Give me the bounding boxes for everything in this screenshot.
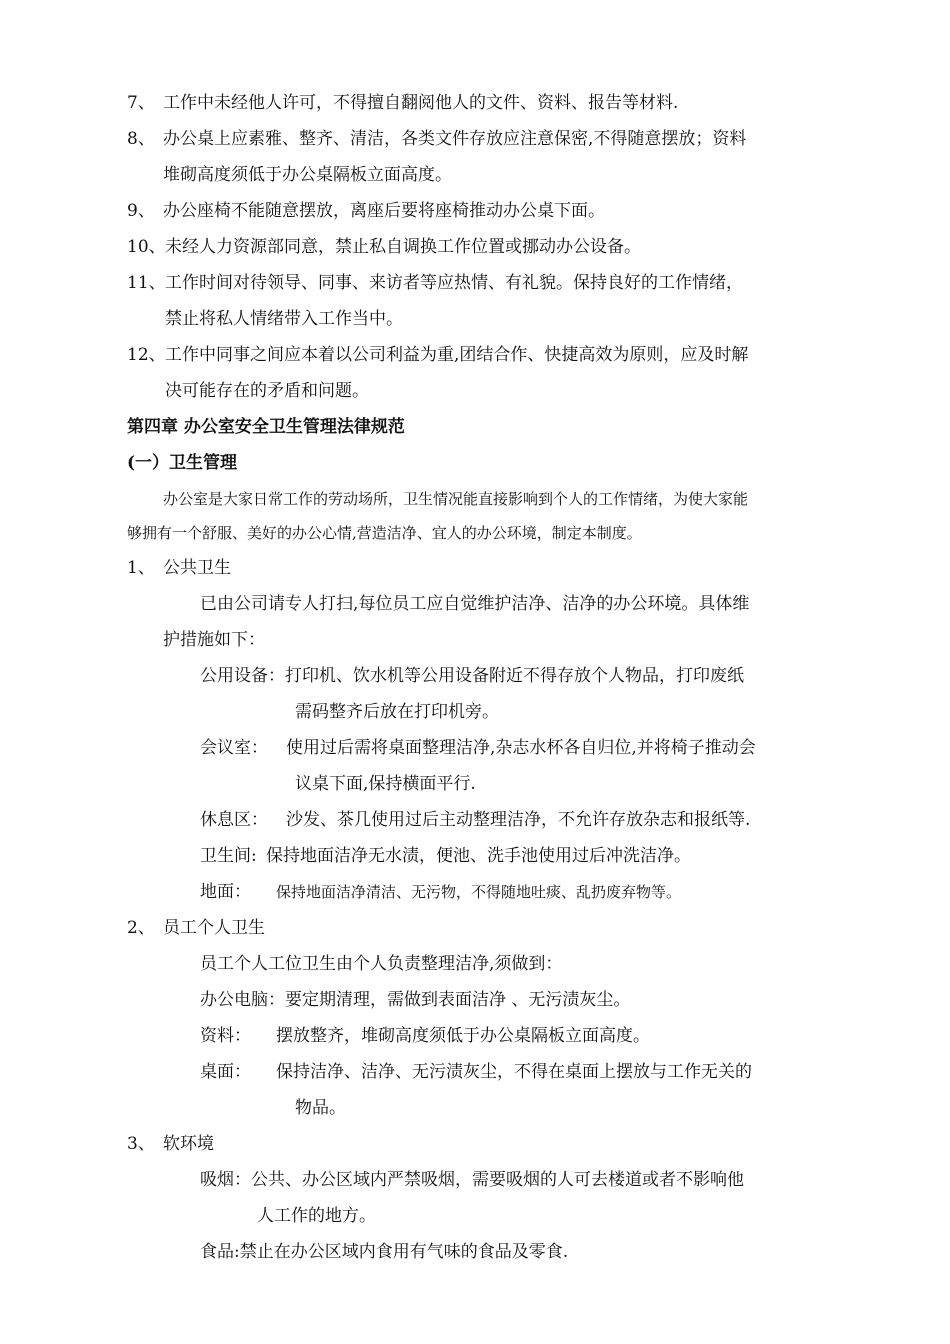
rule-9 [127,200,605,222]
item-text: 保持地面洁净无水渍，便池、洗手池使用过后冲洗洁净。 [266,846,691,866]
public-item-floor [200,881,681,903]
public-desc-1: 已由公司请专人打扫,每位员工应自觉维护洁净、洁净的办公环境。具体维 [200,594,750,614]
item-label: 资料： [200,1026,251,1046]
item-label: 会议室： [200,738,268,758]
public-number: 1、 [127,558,155,578]
item-text: 打印机、饮水机等公用设备附近不得存放个人物品，打印废纸 [285,666,744,686]
item-text: 沙发、茶几使用过后主动整理洁净，不允许存放杂志和报纸等. [286,810,751,830]
item-label: 卫生间: [200,846,257,866]
personal-title: 员工个人卫生 [163,918,265,938]
rule-10 [127,236,641,258]
public-item-restroom [200,845,691,867]
item-text: 公共、办公区域内严禁吸烟，需要吸烟的人可去楼道或者不影响他 [251,1170,744,1190]
public-item-equipment-continued: 需码整齐后放在打印机旁。 [295,702,499,722]
rule-8 [127,128,746,150]
personal-number: 2、 [127,918,155,938]
rule-8-continued: 堆砌高度须低于办公桌隔板立面高度。 [163,165,452,185]
rule-7 [127,92,678,114]
personal-item-computer [200,989,630,1011]
item-label: 办公电脑： [200,990,285,1010]
soft-number: 3、 [127,1134,155,1154]
soft-title: 软环境 [163,1134,214,1154]
rule-text: 工作中未经他人许可，不得擅自翻阅他人的文件、资料、报告等材料. [163,93,679,113]
rule-11 [127,272,743,294]
intro-line-2: 够拥有一个舒服、美好的办公心情,营造洁净、宜人的办公环境，制定本制度。 [127,524,642,542]
rule-text: 办公桌上应素雅、整齐、清洁，各类文件存放应注意保密,不得随意摆放；资料 [163,129,747,149]
rule-number: 12、 [127,345,166,365]
public-item-equipment [200,665,744,687]
rule-number: 10、 [127,237,166,257]
soft-item-food [200,1241,568,1263]
item-label: 食品: [200,1242,240,1262]
item-text: 保持地面洁净清洁、无污物，不得随地吐痰、乱扔废弃物等。 [276,883,682,901]
personal-item-desk-continued: 物品。 [295,1098,346,1118]
item-text: 要定期清理，需做到表面洁净 、无污渍灰尘。 [285,990,631,1010]
rule-11-continued: 禁止将私人情绪带入工作当中。 [165,309,403,329]
personal-item-desk [200,1061,752,1083]
section-title: (一）卫生管理 [127,453,238,473]
public-item-meeting-room [200,737,756,759]
item-text: 摆放整齐，堆砌高度须低于办公桌隔板立面高度。 [276,1026,650,1046]
public-title: 公共卫生 [163,558,231,578]
item-text: 保持洁净、洁净、无污渍灰尘，不得在桌面上摆放与工作无关的 [276,1062,752,1082]
rule-text: 工作中同事之间应本着以公司利益为重,团结合作、快捷高效为原则，应及时解 [165,345,749,365]
item-text: 禁止在办公区域内食用有气味的食品及零食. [239,1242,569,1262]
soft-item-smoking-continued: 人工作的地方。 [257,1206,376,1226]
personal-item-documents [200,1025,650,1047]
personal-heading [127,917,265,939]
soft-heading [127,1133,214,1155]
rule-number: 8、 [127,129,155,149]
rule-number: 9、 [127,201,155,221]
rule-number: 7、 [127,93,155,113]
public-desc-2: 护措施如下： [163,630,265,650]
rule-text: 办公座椅不能随意摆放，离座后要将座椅推动办公桌下面。 [163,201,605,221]
rule-12 [127,344,748,366]
soft-item-smoking [200,1169,744,1191]
item-label: 桌面： [200,1062,251,1082]
rule-number: 11、 [127,273,166,293]
public-item-lounge [200,809,750,831]
item-text: 使用过后需将桌面整理洁净,杂志水杯各自归位,并将椅子推动会 [286,738,756,758]
personal-desc: 员工个人工位卫生由个人负责整理洁净,须做到： [200,954,563,974]
public-heading [127,557,231,579]
item-label: 休息区： [200,810,268,830]
item-label: 吸烟： [200,1170,251,1190]
rule-text: 工作时间对待领导、同事、来访者等应热情、有礼貌。保持良好的工作情绪， [165,273,743,293]
item-label: 地面： [200,882,251,902]
rule-12-continued: 决可能存在的矛盾和问题。 [165,381,369,401]
rule-text: 未经人力资源部同意，禁止私自调换工作位置或挪动办公设备。 [165,237,641,257]
item-label: 公用设备： [200,666,285,686]
public-item-meeting-room-continued: 议桌下面,保持横面平行. [295,774,476,794]
chapter-title: 第四章 办公室安全卫生管理法律规范 [127,417,405,437]
intro-line-1: 办公室是大家日常工作的劳动场所，卫生情况能直接影响到个人的工作情绪，为使大家能 [163,490,749,508]
